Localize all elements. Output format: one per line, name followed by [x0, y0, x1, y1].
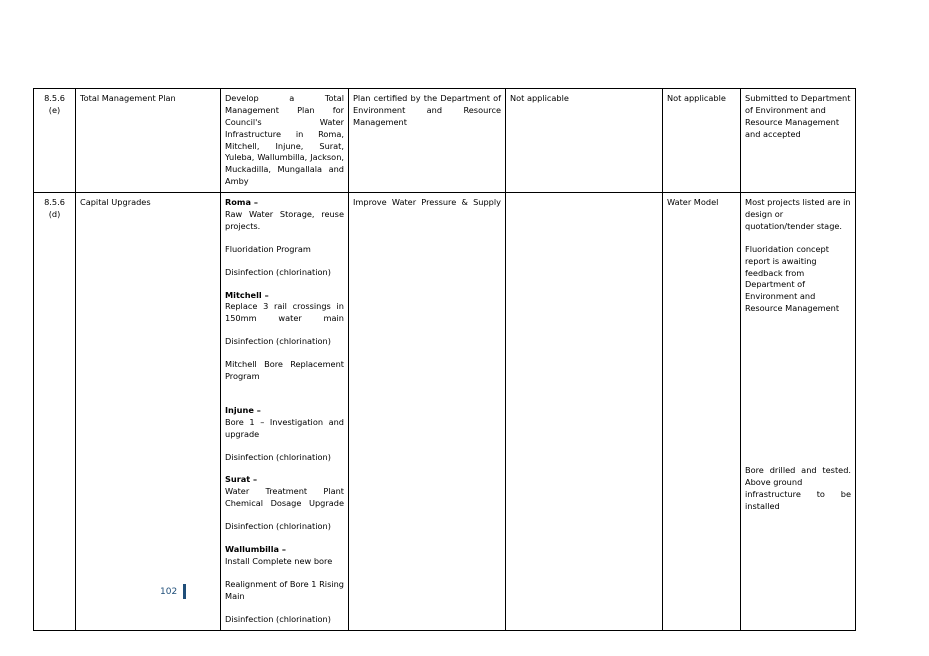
measure-text: Not applicable — [510, 93, 569, 103]
tool-text: Not applicable — [667, 93, 726, 103]
description-text: Replace 3 rail crossings in 150mm water main — [225, 301, 344, 324]
description-text: Water Treatment Plant Chemical Dosage Upgrade — [225, 486, 344, 509]
clause-subnumber: (d) — [48, 209, 61, 220]
outcome-cell — [349, 89, 506, 193]
status-text-note-cont: infrastructure to be installed — [745, 488, 851, 511]
page-footer — [160, 584, 186, 599]
clause-number: 8.5.6 — [44, 93, 65, 103]
description-text: Disinfection (chlorination) — [225, 336, 331, 347]
clause-number: 8.5.6 — [44, 197, 65, 208]
status-cell — [741, 89, 856, 193]
page-number: 102 — [160, 586, 178, 597]
description-text: Realignment of Bore 1 Rising Main — [225, 578, 344, 601]
item-cell — [76, 89, 221, 193]
outcome-cell — [349, 193, 506, 630]
status-text: Most projects listed are in design or quotation/tender stage. — [745, 197, 851, 231]
clause-cell — [34, 89, 76, 193]
description-cell — [221, 89, 349, 193]
description-heading: Wallumbilla – — [225, 544, 286, 555]
status-text: Submitted to Department of Environment and Resource Management and accepted — [745, 93, 851, 139]
status-cell — [741, 193, 856, 630]
clause-subnumber: (e) — [48, 104, 61, 115]
tool-text: Water Model — [667, 197, 719, 208]
description-text: Fluoridation Program — [225, 243, 311, 254]
measure-cell — [506, 193, 663, 630]
measure-cell — [506, 89, 663, 193]
description-text: Disinfection (chlorination) — [225, 451, 331, 462]
description-text: Disinfection (chlorination) — [225, 521, 331, 532]
description-heading: Roma – — [225, 197, 258, 208]
compliance-table — [33, 88, 856, 631]
status-spacer — [745, 315, 851, 465]
item-cell — [76, 193, 221, 630]
description-text: Install Complete new bore — [225, 555, 333, 566]
item-label: Total Management Plan — [80, 93, 176, 103]
table-row — [34, 193, 856, 630]
status-text-note: Bore drilled and tested. Above ground — [745, 465, 851, 488]
clause-cell — [34, 193, 76, 630]
description-heading: Surat – — [225, 474, 258, 485]
description-text: Bore 1 – Investigation and upgrade — [225, 416, 344, 439]
tool-cell — [663, 193, 741, 630]
description-text: Mitchell Bore Replacement Program — [225, 359, 344, 382]
footer-divider-bar — [183, 584, 186, 599]
description-text: Raw Water Storage, reuse projects. — [225, 209, 344, 231]
description-cell — [221, 193, 349, 630]
table-row — [34, 89, 856, 193]
status-text-secondary: Fluoridation concept report is awaiting feedback from Department of Environment and Resource Management — [745, 243, 840, 314]
outcome-text: Improve Water Pressure & Supply — [353, 197, 501, 208]
tool-cell — [663, 89, 741, 193]
compliance-table-container — [33, 88, 855, 631]
description-text: Disinfection (chlorination) — [225, 266, 331, 277]
description-heading: Mitchell – — [225, 289, 269, 300]
description-text: Disinfection (chlorination) — [225, 613, 331, 624]
description-heading: Injune – — [225, 404, 261, 415]
description-text: Develop a Total Management Plan for Council's Water Infrastructure in Roma, Mitchell, Injune, Surat, Yuleba, Wallumbilla, Jackson, Muckadilla, Mungallala and Amby — [225, 93, 344, 187]
outcome-text: Plan certified by the Department of Environment and Resource Management — [353, 93, 501, 127]
item-label: Capital Upgrades — [80, 197, 151, 208]
